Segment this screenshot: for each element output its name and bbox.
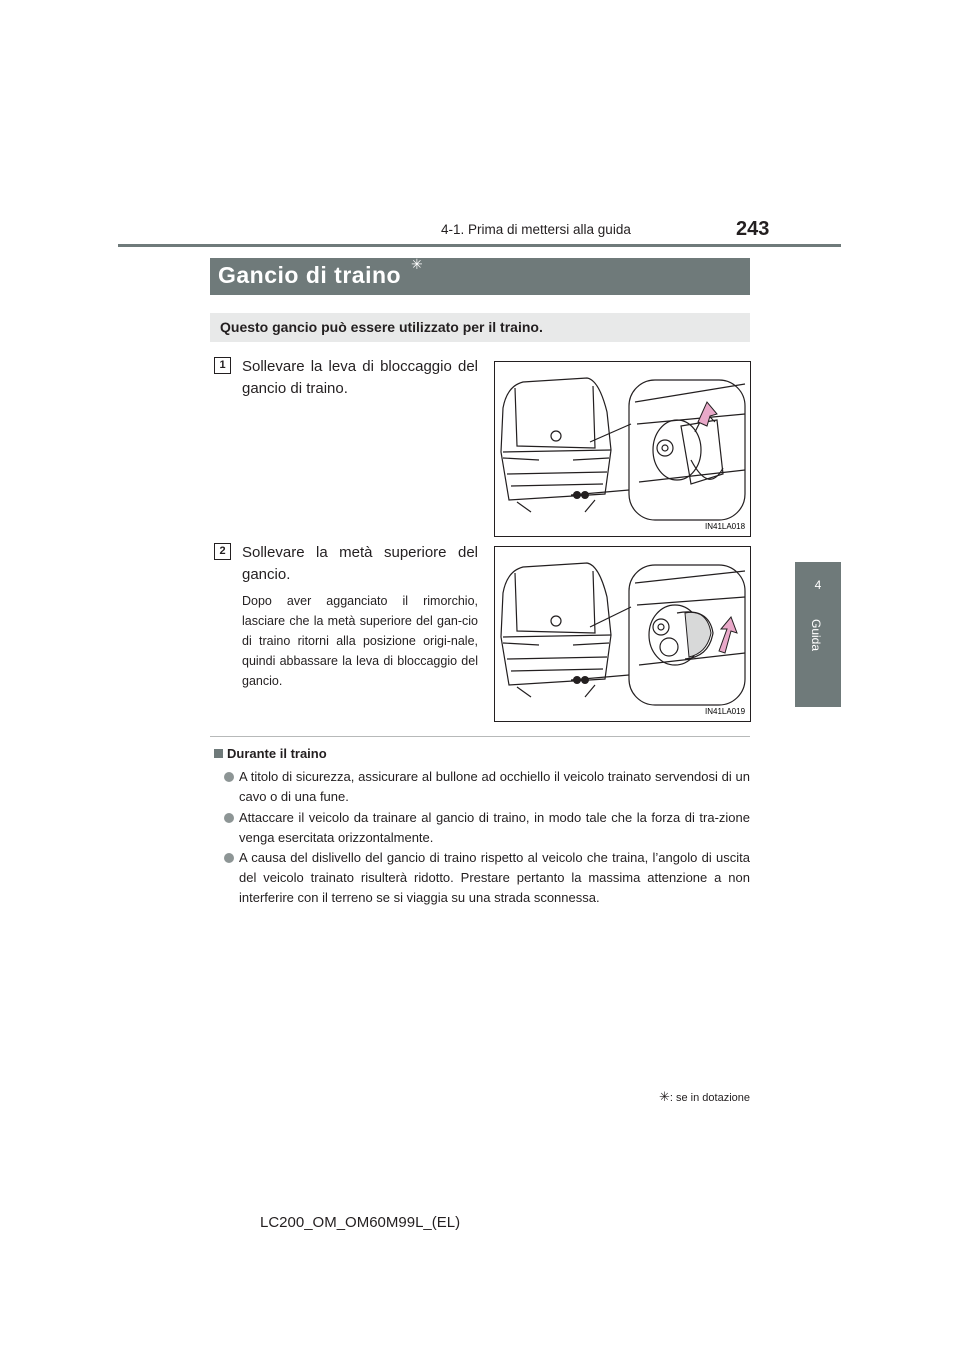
step-text: Sollevare la metà superiore del gancio. xyxy=(242,544,478,583)
list-item: A titolo di sicurezza, assicurare al bullone ad occhiello il veicolo trainato servendosi di un cavo o di una fune. xyxy=(224,767,750,807)
optional-marker-icon: ✳ xyxy=(411,256,423,272)
chapter-tab-number: 4 xyxy=(814,578,822,592)
optional-marker-icon: ✳ xyxy=(658,1089,670,1104)
chapter-tab-label: Guida xyxy=(809,619,823,652)
footnote: ✳: se in dotazione xyxy=(658,1089,750,1104)
square-bullet-icon xyxy=(214,749,223,758)
bullet-icon xyxy=(224,813,234,823)
section-divider xyxy=(210,736,750,737)
list-item: Attaccare il veicolo da trainare al gancio di traino, in modo tale che la forza di tra-zione venga esercitata orizzontalmente. xyxy=(224,808,750,848)
document-code: LC200_OM_OM60M99L_(EL) xyxy=(260,1214,461,1231)
vehicle-rear-illustration xyxy=(495,547,750,721)
step-text: Sollevare la leva di bloccaggio del gancio di traino. xyxy=(242,358,478,397)
figure-upper-half xyxy=(494,546,751,722)
bullet-icon xyxy=(224,853,234,863)
figure-code: IN41LA019 xyxy=(705,707,746,716)
step-number: 2 xyxy=(214,543,231,560)
intro-text: Questo gancio può essere utilizzato per il traino. xyxy=(220,319,543,335)
step-number: 1 xyxy=(214,357,231,374)
towing-heading: Durante il traino xyxy=(214,746,327,761)
list-item: A causa del dislivello del gancio di traino rispetto al veicolo che traina, l’angolo di uscita del veicolo trainato risulterà ridotto. Prestare pertanto la massima attenzione a non interferire con il terreno se si viaggia su una strada sconnessa. xyxy=(224,848,750,908)
vehicle-rear-illustration xyxy=(495,362,750,536)
page-title: Gancio di traino xyxy=(218,262,402,288)
bullet-icon xyxy=(224,772,234,782)
figure-lock-lever xyxy=(494,361,751,537)
step-note: Dopo aver agganciato il rimorchio, lasciare che la metà superiore del gan-cio di traino ritorni alla posizione origi-nale, quindi abbassare la leva di bloccaggio del gancio. xyxy=(242,594,478,688)
section-path: 4-1. Prima di mettersi alla guida xyxy=(441,222,631,237)
page-number: 243 xyxy=(736,218,770,240)
figure-code: IN41LA018 xyxy=(705,522,746,531)
header-rule xyxy=(118,244,841,247)
